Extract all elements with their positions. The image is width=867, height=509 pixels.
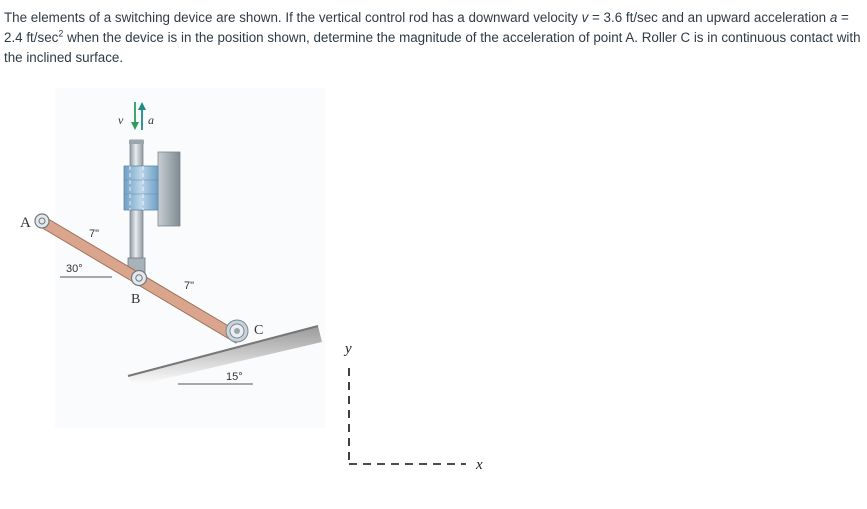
axis-y-label: y	[345, 341, 352, 357]
axis-x-label: x	[476, 457, 483, 473]
label-a: a	[148, 113, 154, 127]
pin-a	[35, 214, 49, 228]
velocity-symbol: v	[581, 10, 589, 25]
label-A: A	[20, 215, 31, 231]
label-v: v	[118, 113, 124, 127]
problem-text-3: = 2.4 ft/sec	[4, 10, 849, 45]
exponent: 2	[58, 28, 64, 39]
problem-statement	[4, 8, 862, 68]
guide-block	[124, 166, 158, 210]
problem-text-1: The elements of a switching device are shown. If the vertical control rod has a downward velocity	[4, 10, 582, 25]
problem-text-4: when the device is in the position shown, determine the magnitude of the acceleration of point A. Roller C is in continuous contact with the inclined surface.	[4, 30, 861, 65]
problem-text-2: = 3.6 ft/sec and an upward acceleration	[588, 10, 830, 25]
acceleration-symbol: a	[829, 10, 838, 25]
pin-b	[132, 271, 147, 286]
label-C: C	[254, 323, 264, 338]
guide-wall	[158, 152, 180, 226]
dim-bc: 7"	[184, 280, 195, 292]
angle-30: 30°	[66, 263, 83, 275]
dim-ab: 7"	[89, 228, 100, 240]
angle-15: 15°	[226, 371, 243, 383]
label-B: B	[131, 292, 141, 307]
mechanism-figure	[0, 80, 867, 509]
rod-top-cap	[129, 140, 144, 144]
